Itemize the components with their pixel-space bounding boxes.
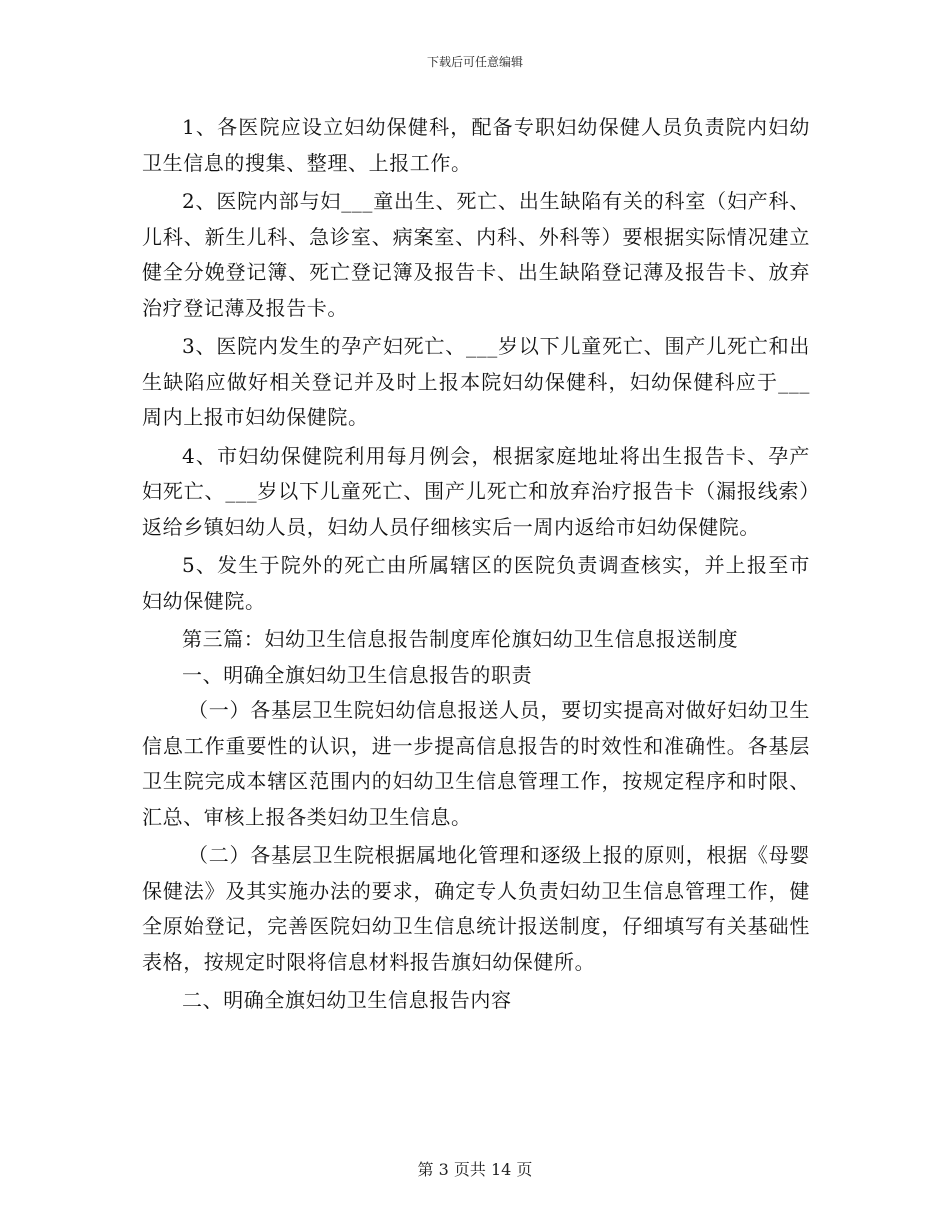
paragraph-7: （二）各基层卫生院根据属地化管理和逐级上报的原则，根据《母婴保健法》及其实施办法的要求，确定专人负责妇幼卫生信息管理工作，健全原始登记，完善医院妇幼卫生信息统计报送制度，仔细填写有关基础性表格，按规定时限将信息材料报告旗妇幼保健所。 [142, 843, 810, 974]
section-heading-2: 二、明确全旗妇幼卫生信息报告内容 [182, 988, 512, 1012]
section-title: 第三篇：妇幼卫生信息报告制度库伦旗妇幼卫生信息报送制度 [182, 627, 739, 651]
paragraph-2: 2、医院内部与妇___童出生、死亡、出生缺陷有关的科室（妇产科、儿科、新生儿科、急诊室、病案室、内科、外科等）要根据实际情况建立健全分娩登记簿、死亡登记簿及报告卡、出生缺陷登记薄及报告卡、放弃治疗登记薄及报告卡。 [142, 189, 810, 320]
paragraph-1: 1、各医院应设立妇幼保健科，配备专职妇幼保健人员负责院内妇幼卫生信息的搜集、整理、上报工作。 [142, 115, 810, 175]
paragraph-5: 5、发生于院外的死亡由所属辖区的医院负责调查核实，并上报至市妇幼保健院。 [142, 553, 810, 613]
page-header: 下载后可任意编辑 [426, 55, 523, 69]
paragraph-4: 4、市妇幼保健院利用每月例会，根据家庭地址将出生报告卡、孕产妇死亡、___岁以下儿童死亡、围产儿死亡和放弃治疗报告卡（漏报线索）返给乡镇妇幼人员，妇幼人员仔细核实后一周内返给市妇幼保健院。 [142, 443, 810, 539]
paragraph-3: 3、医院内发生的孕产妇死亡、___岁以下儿童死亡、围产儿死亡和出生缺陷应做好相关登记并及时上报本院妇幼保健科，妇幼保健科应于___周内上报市妇幼保健院。 [142, 334, 810, 429]
paragraph-6: （一）各基层卫生院妇幼信息报送人员，要切实提高对做好妇幼卫生信息工作重要性的认识，进一步提高信息报告的时效性和准确性。各基层卫生院完成本辖区范围内的妇幼卫生信息管理工作，按规定程序和时限、汇总、审核上报各类妇幼卫生信息。 [142, 698, 810, 829]
document-body [142, 110, 810, 1022]
page-footer: 第 3 页共 14 页 [417, 1160, 533, 1179]
section-heading-1: 一、明确全旗妇幼卫生信息报告的职责 [182, 662, 533, 687]
